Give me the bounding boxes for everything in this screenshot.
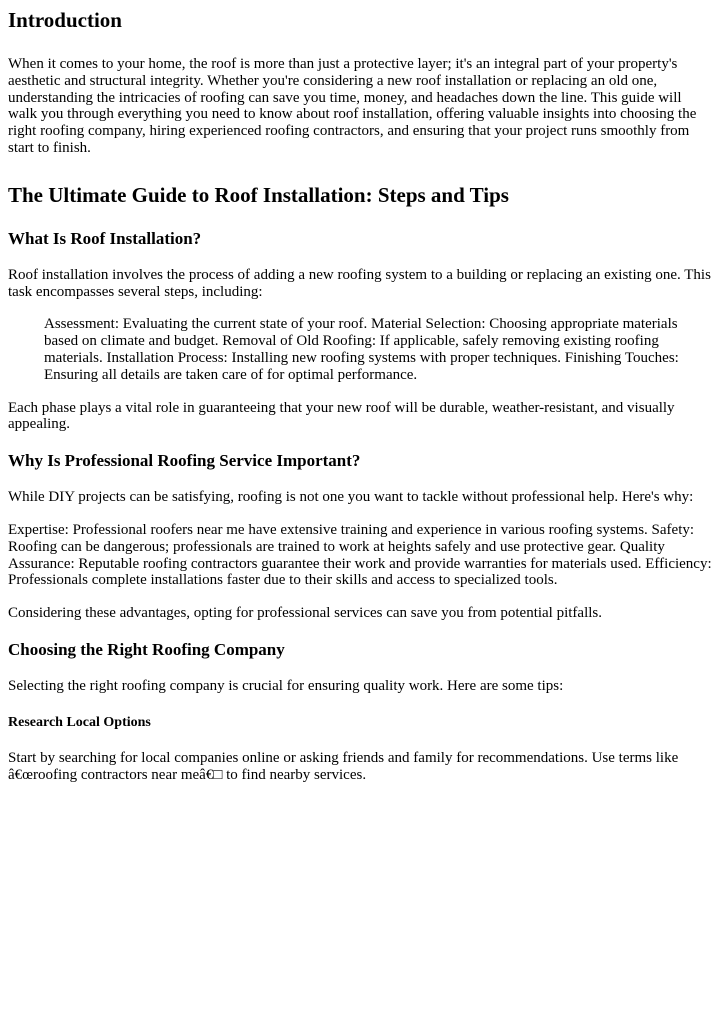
- research-paragraph: Start by searching for local companies online or asking friends and family for recommendations. Use terms like â€œroofing contractors near meâ€□ to find nearby services.: [8, 749, 679, 783]
- intro-paragraph: When it comes to your home, the roof is more than just a protective layer; it's an integral part of your property's aesthetic and structural integrity. Whether you're considering a new roof installation or replacing an old one, understanding the intricacies of roofing can save you time, money, and headaches down the line. This guide will walk you through everything you need to know about roof installation, offering valuable insights into choosing the right roofing company, hiring experienced roofing contractors, and ensuring that your project runs smoothly from start to finish.: [8, 56, 697, 156]
- installation-steps-quote: Assessment: Evaluating the current state of your roof. Material Selection: Choosing appropriate materials based on climate and budget. Removal of Old Roofing: If applicable, safely removing existing roofing materials. Installation Process: Installing new roofing systems with proper techniques. Finishing Touches: Ensuring all details are taken care of for optimal performance.: [44, 316, 679, 383]
- intro-heading: Introduction: [8, 8, 122, 32]
- why-intro: While DIY projects can be satisfying, roofing is not one you want to tackle without professional help. Here's why:: [8, 489, 694, 506]
- choosing-heading: Choosing the Right Roofing Company: [8, 639, 285, 659]
- what-is-closing: Each phase plays a vital role in guaranteeing that your new roof will be durable, weather-resistant, and visually appealing.: [8, 399, 675, 433]
- why-heading: Why Is Professional Roofing Service Important?: [8, 451, 361, 471]
- research-heading: Research Local Options: [8, 714, 151, 730]
- why-reasons: Expertise: Professional roofers near me have extensive training and experience in various roofing systems. Safety: Roofing can be dangerous; professionals are trained to work at heights safely and use protective gear. Quality Assurance: Reputable roofing contractors guarantee their work and provide warranties for materials used. Efficiency: Professionals complete installations faster due to their skills and access to specialized tools.: [8, 521, 712, 589]
- what-is-paragraph: Roof installation involves the process of adding a new roofing system to a building or replacing an existing one. This task encompasses several steps, including:: [8, 266, 711, 300]
- why-closing: Considering these advantages, opting for professional services can save you from potential pitfalls.: [8, 605, 603, 622]
- choosing-intro: Selecting the right roofing company is crucial for ensuring quality work. Here are some tips:: [8, 677, 564, 694]
- guide-heading: The Ultimate Guide to Roof Installation: Steps and Tips: [8, 182, 509, 207]
- what-is-heading: What Is Roof Installation?: [8, 228, 202, 248]
